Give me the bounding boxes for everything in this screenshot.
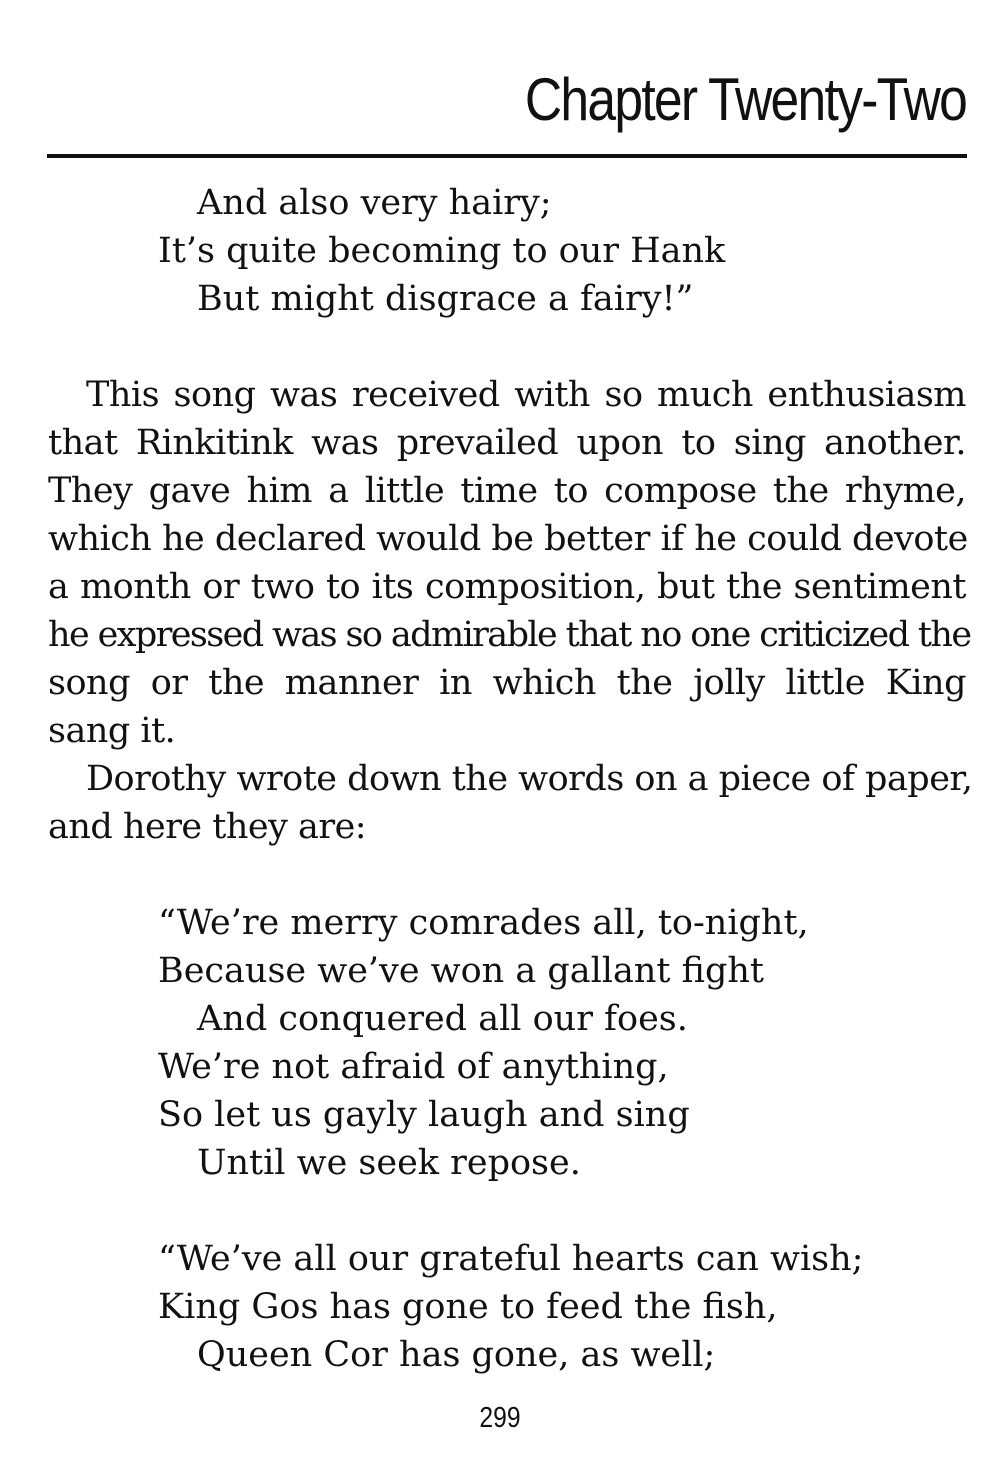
song-line: So let us gayly laugh and sing (158, 1095, 690, 1135)
song-line: Until we seek repose. (197, 1143, 581, 1183)
paragraph-line: song or the manner in which the jolly little King (48, 663, 966, 703)
paragraph-line: which he declared would be better if he could devote (48, 519, 968, 559)
chapter-title: Chapter Twenty-Two (524, 66, 966, 133)
heading-rule (47, 154, 967, 158)
page-number: 299 (479, 1402, 521, 1434)
paragraph-line: They gave him a little time to compose the rhyme, (48, 471, 966, 511)
verse-line: It’s quite becoming to our Hank (158, 231, 726, 271)
paragraph-line: that Rinkitink was prevailed upon to sing another. (48, 423, 966, 463)
paragraph-line: This song was received with so much enthusiasm (86, 375, 966, 415)
paragraph-line: and here they are: (48, 807, 367, 847)
paragraph-line: Dorothy wrote down the words on a piece of paper, (86, 759, 973, 799)
verse-line: And also very hairy; (197, 183, 552, 223)
verse-line: But might disgrace a fairy!” (197, 279, 694, 319)
song-line: Queen Cor has gone, as well; (197, 1335, 716, 1375)
paragraph-line: he expressed was so admirable that no one criticized the (48, 615, 971, 655)
song-line: We’re not afraid of anything, (158, 1047, 669, 1087)
song-line: And conquered all our foes. (197, 999, 688, 1039)
song-line: “We’re merry comrades all, to-night, (158, 903, 809, 943)
song-line: “We’ve all our grateful hearts can wish; (158, 1239, 864, 1279)
paragraph-line: a month or two to its composition, but the sentiment (48, 567, 966, 607)
song-line: Because we’ve won a gallant fight (158, 951, 764, 991)
song-line: King Gos has gone to feed the fish, (158, 1287, 778, 1327)
paragraph-line: sang it. (48, 711, 176, 751)
